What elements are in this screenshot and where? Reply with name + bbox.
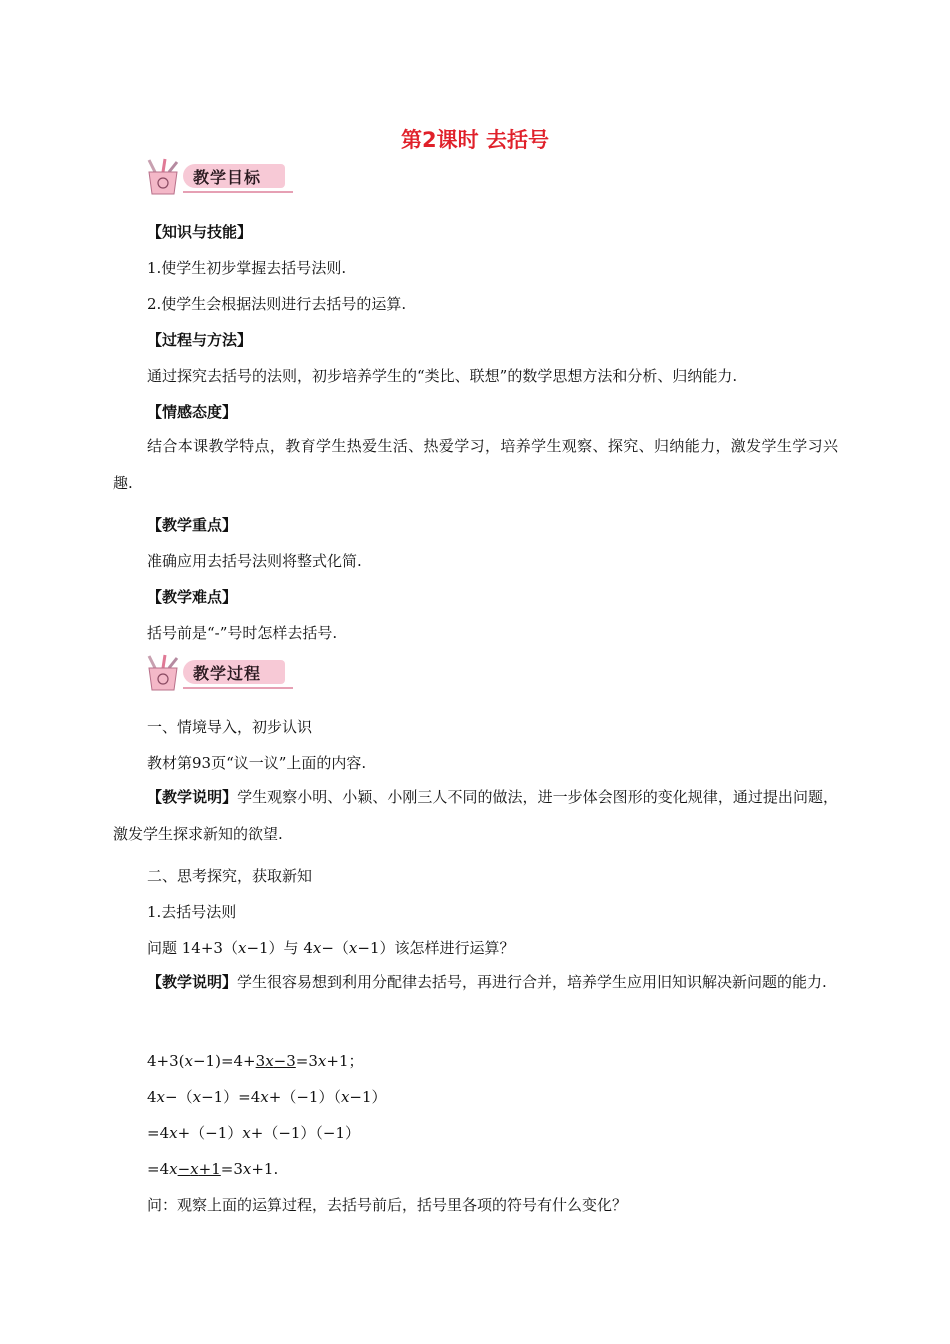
section-heading: 二、思考探究，获取新知 <box>147 867 313 885</box>
section-banner-objectives <box>143 158 293 196</box>
text-line: 括号前是“-”号时怎样去括号. <box>147 624 338 642</box>
equation-line: 4x−（x−1）=4x+（−1）（x−1） <box>147 1088 387 1106</box>
paragraph: 结合本课教学特点，教育学生热爱生活、热爱学习，培养学生观察、探究、归纳能力，激发学生学习兴趣. <box>113 437 838 492</box>
banner-label: 教学过程 <box>193 664 262 683</box>
equation-line: =4x+（−1）x+（−1）（−1） <box>147 1124 361 1142</box>
text-line: 1.去括号法则 <box>147 903 237 921</box>
heading-difficulty: 【教学难点】 <box>147 588 238 606</box>
heading-attitude: 【情感态度】 <box>147 403 238 421</box>
text-line: 教材第93页“议一议”上面的内容. <box>147 754 367 772</box>
question-line: 问题 14+3（x−1）与 4x−（x−1）该怎样进行运算？ <box>147 939 515 957</box>
heading-knowledge: 【知识与技能】 <box>147 223 253 241</box>
teaching-note: 【教学说明】学生观察小明、小颖、小刚三人不同的做法，进一步体会图形的变化规律，通过提出问题，激发学生探求新知的欲望. <box>113 788 838 843</box>
section-heading: 一、情境导入，初步认识 <box>147 718 313 736</box>
equation-line: 4+3(x−1)=4+3x−3=3x+1； <box>147 1052 364 1070</box>
text-line: 1.使学生初步掌握去括号法则. <box>147 259 347 277</box>
heading-process: 【过程与方法】 <box>147 331 253 349</box>
teaching-note: 【教学说明】学生很容易想到利用分配律去括号，再进行合并，培养学生应用旧知识解决新问题的能力. <box>147 973 827 991</box>
section-banner-process <box>143 654 293 692</box>
heading-key-point: 【教学重点】 <box>147 516 238 534</box>
banner-label: 教学目标 <box>193 168 262 187</box>
text-line: 问：观察上面的运算过程，去括号前后，括号里各项的符号有什么变化？ <box>147 1196 628 1214</box>
text-line: 准确应用去括号法则将整式化简. <box>147 552 362 570</box>
equation-line: =4x−x+1=3x+1. <box>147 1160 279 1178</box>
page-title: 第2课时 去括号 <box>401 128 549 152</box>
text-line: 2.使学生会根据法则进行去括号的运算. <box>147 295 407 313</box>
text-line: 通过探究去括号的法则，初步培养学生的“类比、联想”的数学思想方法和分析、归纳能力. <box>147 367 738 385</box>
